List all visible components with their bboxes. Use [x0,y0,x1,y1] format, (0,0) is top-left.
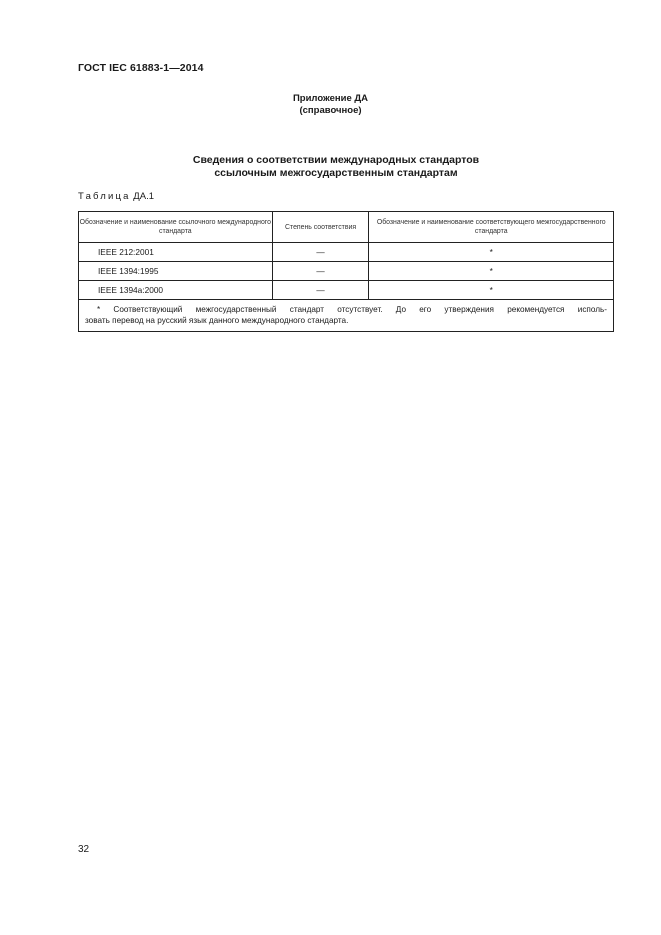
table-note-row [79,300,614,332]
table-row [79,281,614,300]
table-caption-word: Таблица [78,191,131,202]
footnote-line-2: зовать перевод на русский язык данного международного стандарта. [85,316,349,325]
column-header-degree: Степень соответствия [272,212,369,243]
cell-correspondence: * [369,262,614,281]
table-header-row [79,212,614,243]
appendix-subtitle: (справочное) [299,105,362,116]
cell-degree: — [272,281,369,300]
footnote-line-1: * Соответствующий межгосударственный стандарт отсутствует. До его утверждения рекомендуется исполь- [97,305,607,314]
cell-standard-name: IEEE 1394a:2000 [79,281,273,300]
standards-table [78,211,614,332]
table-footnote [79,300,614,332]
cell-correspondence: * [369,281,614,300]
section-title-line-2: ссылочным межгосударственным стандартам [214,167,458,179]
appendix-heading [0,93,661,117]
cell-correspondence: * [369,243,614,262]
column-header-reference-standard: Обозначение и наименование ссылочного международного стандарта [79,212,273,243]
appendix-title: Приложение ДА [292,93,369,104]
table-row [79,243,614,262]
section-title [0,154,661,180]
table-row [79,262,614,281]
column-header-interstate-standard: Обозначение и наименование соответствующего межгосударственного стандарта [369,212,614,243]
cell-standard-name: IEEE 1394:1995 [79,262,273,281]
cell-standard-name: IEEE 212:2001 [79,243,273,262]
cell-degree: — [272,262,369,281]
page-number: 32 [78,844,90,855]
document-code: ГОСТ IEC 61883-1—2014 [78,62,204,74]
table-caption [78,191,154,202]
section-title-line-1: Сведения о соответствии международных стандартов [192,154,480,166]
cell-degree: — [272,243,369,262]
table-caption-id: ДА.1 [133,191,154,202]
